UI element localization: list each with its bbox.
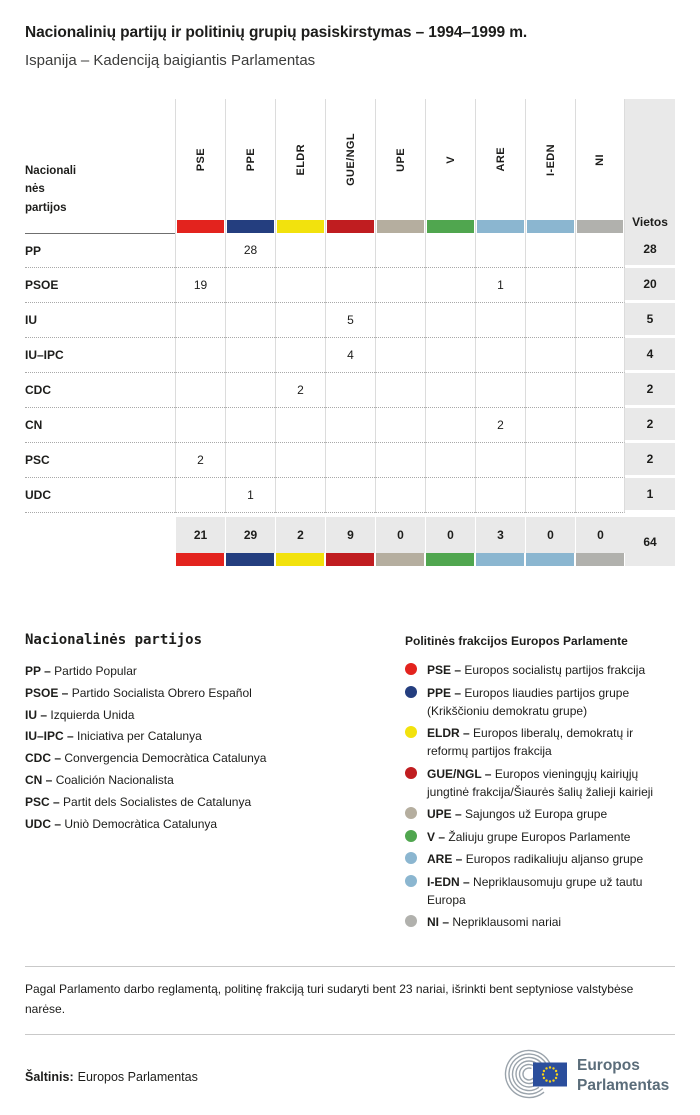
column-header-ppe bbox=[225, 99, 275, 233]
group-description: PSE – Europos socialistų partijos frakcija bbox=[427, 663, 646, 677]
table-cell bbox=[475, 373, 525, 408]
totals-cell: 3 bbox=[475, 513, 525, 553]
group-code: ARE bbox=[494, 147, 507, 172]
group-color-band bbox=[175, 553, 225, 566]
seats-label: Vietos bbox=[632, 215, 668, 229]
vertical-label-wrap bbox=[576, 99, 624, 220]
infographic-page bbox=[0, 24, 700, 1104]
group-color-band bbox=[477, 220, 524, 233]
table-cell bbox=[375, 443, 425, 478]
table-cell bbox=[375, 373, 425, 408]
table-cell bbox=[325, 268, 375, 303]
table-cell bbox=[575, 233, 625, 268]
political-groups-heading: Politinės frakcijos Europos Parlamente bbox=[405, 634, 628, 648]
group-color-band bbox=[425, 553, 475, 566]
seats-cell: 1 bbox=[625, 478, 675, 513]
table-cell: 19 bbox=[175, 268, 225, 303]
party-abbr: IU–IPC – bbox=[25, 729, 74, 744]
totals-cell: 29 bbox=[225, 513, 275, 553]
party-name: Coalición Nacionalista bbox=[55, 772, 174, 787]
party-abbr: PSOE – bbox=[25, 685, 69, 700]
table-cell bbox=[325, 373, 375, 408]
column-header-upe bbox=[375, 99, 425, 233]
column-header-ni bbox=[575, 99, 625, 233]
table-cell bbox=[275, 303, 325, 338]
table-cell bbox=[475, 338, 525, 373]
group-color-dot bbox=[405, 875, 417, 887]
row-header-line: Nacionali bbox=[25, 164, 77, 177]
divider bbox=[25, 1034, 675, 1035]
totals-row-label bbox=[25, 513, 175, 553]
table-cell bbox=[525, 373, 575, 408]
table-cell bbox=[225, 373, 275, 408]
legend-item bbox=[405, 661, 675, 679]
column-header-eldr bbox=[275, 99, 325, 233]
table-cell bbox=[475, 233, 525, 268]
table-cell bbox=[425, 408, 475, 443]
column-header-v bbox=[425, 99, 475, 233]
table-cell bbox=[375, 478, 425, 513]
table-cell bbox=[525, 268, 575, 303]
table-cell bbox=[275, 408, 325, 443]
table-row-label: IU–IPC bbox=[25, 338, 175, 373]
group-color-dot bbox=[405, 663, 417, 675]
group-description: I-EDN – Nepriklausomuju grupe už tautu Europa bbox=[427, 874, 643, 907]
group-color-band bbox=[377, 220, 424, 233]
table-row-label: UDC bbox=[25, 478, 175, 513]
totals-cell: 2 bbox=[275, 513, 325, 553]
group-color-band bbox=[177, 220, 224, 233]
logo-text-line2: Parlamentas bbox=[577, 1077, 670, 1095]
group-color-band bbox=[375, 553, 425, 566]
group-color-dot bbox=[405, 915, 417, 927]
seats-cell: 2 bbox=[625, 443, 675, 478]
vertical-label-wrap bbox=[426, 99, 475, 220]
table-cell bbox=[475, 478, 525, 513]
logo-text-line1: Europos bbox=[577, 1057, 640, 1075]
table-cell bbox=[575, 373, 625, 408]
totals-cell: 21 bbox=[175, 513, 225, 553]
source-label: Šaltinis: bbox=[25, 1069, 74, 1084]
row-header-label bbox=[25, 99, 175, 233]
footnote-text: Pagal Parlamento darbo reglamentą, politinę frakciją turi sudaryti bent 23 nariai, išrinkti bent septyniose valstybėse narėse. bbox=[25, 981, 634, 1016]
group-color-band bbox=[577, 220, 623, 233]
table-cell bbox=[475, 443, 525, 478]
group-color-dot bbox=[405, 686, 417, 698]
table-row-label: CDC bbox=[25, 373, 175, 408]
row-header-line: nės bbox=[25, 183, 45, 196]
table-cell bbox=[275, 233, 325, 268]
table-cell bbox=[375, 303, 425, 338]
table-cell: 5 bbox=[325, 303, 375, 338]
party-name: Izquierda Unida bbox=[50, 707, 135, 722]
party-abbr: CN – bbox=[25, 772, 53, 787]
national-parties-heading: Nacionalinės partijos bbox=[25, 632, 203, 648]
group-code: V bbox=[444, 155, 457, 164]
legend-item bbox=[405, 724, 675, 760]
group-code: ELDR bbox=[294, 143, 307, 176]
table-cell bbox=[225, 443, 275, 478]
table-cell bbox=[575, 303, 625, 338]
group-description: ARE – Europos radikaliuju aljanso grupe bbox=[427, 852, 644, 866]
totals-seats-cell: 64 bbox=[625, 513, 675, 566]
table-cell bbox=[175, 303, 225, 338]
legend-item bbox=[405, 805, 675, 823]
table-cell bbox=[425, 268, 475, 303]
table-cell bbox=[425, 478, 475, 513]
group-description: UPE – Sajungos už Europa grupe bbox=[427, 807, 608, 821]
table-cell bbox=[525, 233, 575, 268]
table-cell bbox=[575, 338, 625, 373]
page-title: Nacionalinių partijų ir politinių grupių pasiskirstymas – 1994–1999 m. bbox=[25, 24, 528, 41]
party-abbr: PSC – bbox=[25, 794, 60, 809]
table-cell bbox=[575, 268, 625, 303]
party-name: Convergencia Democràtica Catalunya bbox=[64, 751, 267, 766]
table-cell bbox=[575, 478, 625, 513]
table-cell bbox=[325, 408, 375, 443]
vertical-label-wrap bbox=[326, 99, 375, 220]
european-parliament-logo bbox=[495, 1049, 675, 1104]
legend-item bbox=[25, 683, 380, 705]
seats-cell: 2 bbox=[625, 373, 675, 408]
source-line bbox=[25, 1070, 198, 1084]
row-header-line: partijos bbox=[25, 201, 67, 214]
page-subtitle: Ispanija – Kadenciją baigiantis Parlamentas bbox=[25, 52, 316, 69]
vertical-label-wrap bbox=[176, 99, 225, 220]
table-row-label: PSOE bbox=[25, 268, 175, 303]
column-header-iedn bbox=[525, 99, 575, 233]
column-header-pse bbox=[175, 99, 225, 233]
column-header-guengl bbox=[325, 99, 375, 233]
vertical-label-wrap bbox=[526, 99, 575, 220]
table-cell bbox=[525, 408, 575, 443]
table-cell bbox=[275, 338, 325, 373]
group-code: NI bbox=[594, 153, 606, 166]
table-cell bbox=[275, 443, 325, 478]
party-abbr: PP – bbox=[25, 664, 51, 678]
party-name: Partido Popular bbox=[54, 664, 137, 678]
party-abbr: IU – bbox=[25, 707, 48, 722]
legend-item bbox=[405, 850, 675, 868]
totals-cell: 0 bbox=[575, 513, 625, 553]
table-row-label: PP bbox=[25, 233, 175, 268]
table-cell bbox=[525, 443, 575, 478]
table-cell bbox=[325, 443, 375, 478]
group-description: V – Žaliuju grupe Europos Parlamente bbox=[427, 829, 631, 844]
group-color-band bbox=[225, 553, 275, 566]
party-abbr: CDC – bbox=[25, 751, 62, 766]
table-cell bbox=[525, 303, 575, 338]
group-color-band bbox=[575, 553, 625, 566]
legend-item bbox=[405, 828, 675, 846]
column-header-seats bbox=[625, 99, 675, 233]
vertical-label-wrap bbox=[376, 99, 425, 220]
table-cell bbox=[175, 338, 225, 373]
table-cell bbox=[425, 373, 475, 408]
group-color-band bbox=[277, 220, 324, 233]
totals-cell: 9 bbox=[325, 513, 375, 553]
table-cell bbox=[425, 443, 475, 478]
group-color-dot bbox=[405, 767, 417, 779]
table-cell bbox=[375, 268, 425, 303]
table-cell: 4 bbox=[325, 338, 375, 373]
table-cell bbox=[525, 478, 575, 513]
vertical-label-wrap bbox=[276, 99, 325, 220]
table-cell bbox=[425, 233, 475, 268]
legend-item bbox=[25, 792, 380, 814]
legend-item bbox=[25, 814, 380, 836]
group-description: PPE – Europos liaudies partijos grupe (Krikščioniu demokratu grupe) bbox=[427, 685, 630, 718]
party-name: Partit dels Socialistes de Catalunya bbox=[63, 794, 252, 809]
vertical-label-wrap bbox=[226, 99, 275, 220]
party-name: Partido Socialista Obrero Español bbox=[71, 685, 252, 700]
party-name: Uniò Democràtica Catalunya bbox=[64, 816, 218, 831]
table-cell: 2 bbox=[275, 373, 325, 408]
table-cell bbox=[425, 338, 475, 373]
group-color-band bbox=[475, 553, 525, 566]
group-color-band bbox=[327, 220, 374, 233]
table-cell bbox=[225, 408, 275, 443]
totals-cell: 0 bbox=[525, 513, 575, 553]
national-parties-legend bbox=[25, 632, 380, 936]
table-cell bbox=[175, 373, 225, 408]
table-cell bbox=[575, 443, 625, 478]
table-cell: 2 bbox=[475, 408, 525, 443]
table-cell bbox=[325, 478, 375, 513]
group-description: ELDR – Europos liberalų, demokratų ir reformų partijos frakcija bbox=[427, 726, 634, 758]
group-code: I-EDN bbox=[544, 143, 557, 176]
table-cell bbox=[375, 338, 425, 373]
party-name: Iniciativa per Catalunya bbox=[77, 729, 202, 744]
legend-item bbox=[25, 661, 380, 683]
group-color-dot bbox=[405, 852, 417, 864]
group-description: GUE/NGL – Europos vieningųjų kairiųjų jungtinė frakcija/Šiaurės šalių žalieji kairieji bbox=[427, 766, 654, 799]
legend-item bbox=[405, 873, 675, 909]
table-cell bbox=[375, 408, 425, 443]
group-color-dot bbox=[405, 830, 417, 842]
table-cell bbox=[175, 478, 225, 513]
table-cell bbox=[175, 233, 225, 268]
group-color-band bbox=[527, 220, 574, 233]
totals-cell: 0 bbox=[375, 513, 425, 553]
seats-cell: 20 bbox=[625, 268, 675, 303]
table-cell bbox=[175, 408, 225, 443]
table-cell bbox=[275, 268, 325, 303]
totals-cell: 0 bbox=[425, 513, 475, 553]
legend-item bbox=[405, 684, 675, 720]
table-cell bbox=[325, 233, 375, 268]
group-color-band bbox=[275, 553, 325, 566]
table-cell: 1 bbox=[225, 478, 275, 513]
group-description: NI – Nepriklausomi nariai bbox=[427, 915, 562, 929]
seats-cell: 4 bbox=[625, 338, 675, 373]
group-color-band bbox=[227, 220, 274, 233]
seats-cell: 2 bbox=[625, 408, 675, 443]
table-cell bbox=[225, 338, 275, 373]
group-color-dot bbox=[405, 726, 417, 738]
table-cell: 1 bbox=[475, 268, 525, 303]
seats-cell: 5 bbox=[625, 303, 675, 338]
legend-item bbox=[25, 705, 380, 727]
legend-item bbox=[25, 748, 380, 770]
group-code: GUE/NGL bbox=[344, 133, 357, 186]
seats-cell: 28 bbox=[625, 233, 675, 268]
table-row-label: IU bbox=[25, 303, 175, 338]
eu-flag-icon bbox=[533, 1063, 567, 1087]
column-header-are bbox=[475, 99, 525, 233]
legend-item bbox=[405, 913, 675, 931]
table-row-label: PSC bbox=[25, 443, 175, 478]
legend-item bbox=[25, 770, 380, 792]
legend-item bbox=[405, 765, 675, 801]
table-cell bbox=[525, 338, 575, 373]
group-color-dot bbox=[405, 807, 417, 819]
party-abbr: UDC – bbox=[25, 816, 62, 831]
ep-hemicycle-logo-icon bbox=[495, 1049, 675, 1099]
table-cell: 28 bbox=[225, 233, 275, 268]
table-cell bbox=[225, 303, 275, 338]
footer-row bbox=[25, 1049, 675, 1104]
political-groups-legend bbox=[405, 632, 675, 936]
table-cell bbox=[375, 233, 425, 268]
table-cell bbox=[225, 268, 275, 303]
divider bbox=[25, 966, 675, 967]
vertical-label-wrap bbox=[476, 99, 525, 220]
group-code: PPE bbox=[244, 147, 257, 172]
legends-section bbox=[25, 632, 675, 936]
table-row-label: CN bbox=[25, 408, 175, 443]
band-row-spacer bbox=[25, 553, 175, 566]
table-cell: 2 bbox=[175, 443, 225, 478]
group-color-band bbox=[325, 553, 375, 566]
group-color-band bbox=[427, 220, 474, 233]
group-code: PSE bbox=[194, 147, 207, 172]
table-cell bbox=[275, 478, 325, 513]
group-code: UPE bbox=[394, 147, 407, 172]
seats-distribution-table bbox=[25, 99, 675, 566]
table-cell bbox=[475, 303, 525, 338]
legend-item bbox=[25, 726, 380, 748]
group-color-band bbox=[525, 553, 575, 566]
source-value: Europos Parlamentas bbox=[77, 1069, 198, 1084]
table-cell bbox=[425, 303, 475, 338]
table-cell bbox=[575, 408, 625, 443]
